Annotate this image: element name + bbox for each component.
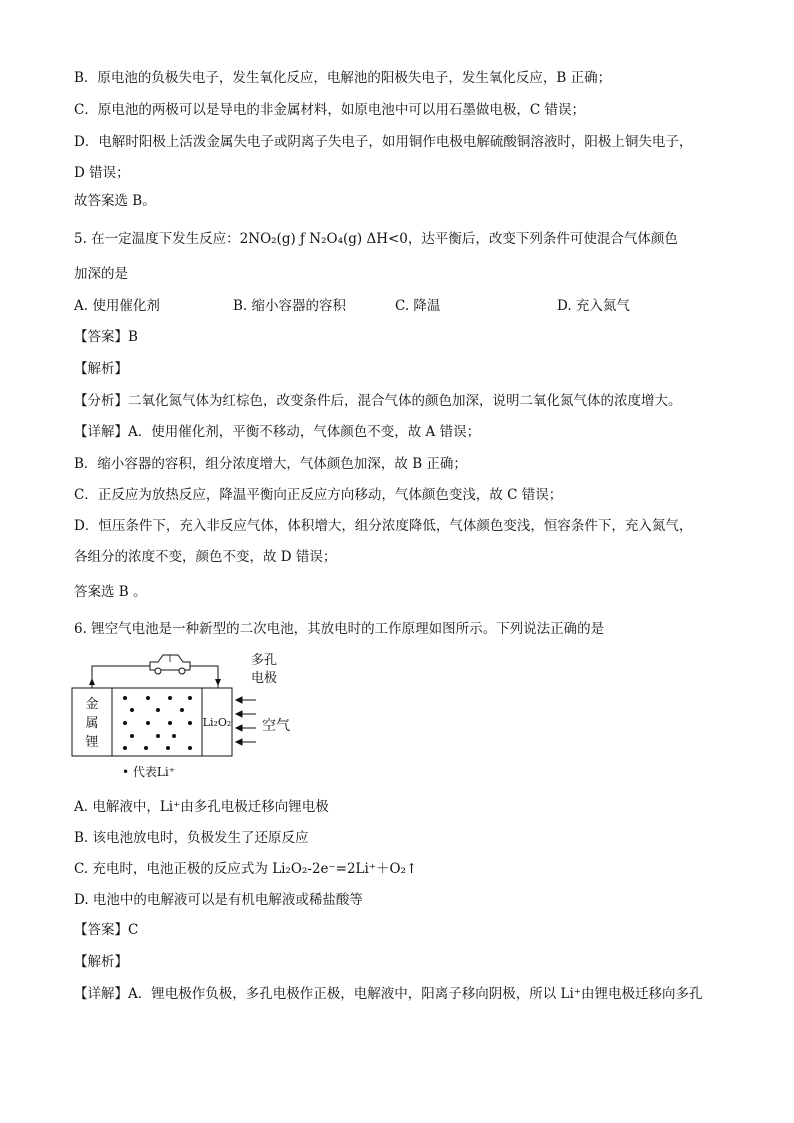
detail-text: A．使用催化剂，平衡不移动，气体颜色不变，故 A 错误； — [128, 424, 481, 440]
wire-left — [92, 666, 150, 688]
fenxi-tag: 【分析】 — [74, 393, 128, 409]
question-6-answer — [74, 921, 138, 939]
air-arrows-icon — [236, 697, 256, 745]
metal-label-1: 金 — [85, 697, 99, 712]
question-6-option-d: D. 电池中的电解液可以是有机电解液或稀盐酸等 — [74, 892, 363, 908]
wire-arrow-up-icon — [89, 678, 95, 685]
question-6-option-a: A. 电解液中，Li⁺由多孔电极迁移向锂电极 — [74, 799, 329, 815]
car-icon — [150, 655, 190, 674]
wire-right — [190, 666, 218, 688]
question-5-stem-a: 5. 在一定温度下发生反应： — [74, 231, 240, 247]
question-5-stem-b: ，达平衡后，改变下列条件可使混合气体颜色 — [407, 231, 678, 247]
question-5-detail-b: B．缩小容器的容积，组分浓度增大，气体颜色加深，故 B 正确； — [74, 456, 467, 472]
question-5-option-b: B. 缩小容器的容积 — [233, 298, 347, 314]
fenxi-text: 二氧化氮气体为红棕色，改变条件后，混合气体的颜色加深，说明二氧化氮气体的浓度增大。 — [128, 393, 682, 409]
detail-tag: 【详解】 — [74, 986, 128, 1002]
text-line: C．原电池的两极可以是导电的非金属材料，如原电池中可以用石墨做电极，C 错误； — [74, 102, 585, 118]
question-5-fenxi — [74, 392, 682, 410]
question-6-option-c: C. 充电时，电池正极的反应式为 Li₂O₂-2e⁻=2Li⁺＋O₂↑ — [74, 861, 418, 877]
battery-diagram — [70, 648, 310, 783]
metal-label-3: 锂 — [85, 735, 99, 750]
li2o2-label: Li₂O₂ — [202, 716, 232, 729]
text-line: 故答案选 B。 — [74, 193, 156, 209]
question-6-detail-a — [74, 985, 702, 1003]
question-5-option-c: C. 降温 — [395, 298, 441, 314]
question-5-answer — [74, 328, 138, 346]
detail-text: A．锂电极作负极，多孔电极作正极，电解液中，阳离子移向阴极，所以 Li⁺由锂电极迁移向多孔 — [128, 986, 703, 1002]
question-5-detail-a — [74, 423, 480, 441]
question-6-option-b: B. 该电池放电时，负极发生了还原反应 — [74, 830, 309, 846]
detail-tag: 【详解】 — [74, 424, 128, 440]
text-line: B．原电池的负极失电子，发生氧化反应，电解池的阳极失电子，发生氧化反应，B 正确； — [74, 70, 612, 86]
question-5-option-d: D. 充入氮气 — [557, 298, 630, 314]
metal-label-2: 属 — [85, 716, 99, 731]
question-5-conclusion: 答案选 B 。 — [74, 584, 147, 600]
legend-label: • 代表Li⁺ — [122, 765, 176, 779]
text-line: D 错误； — [74, 165, 130, 181]
answer-tag: 【答案】 — [74, 922, 128, 938]
question-6-stem: 6. 锂空气电池是一种新型的二次电池，其放电时的工作原理如图所示。下列说法正确的是 — [74, 621, 605, 637]
reaction-equation: 2NO₂(g) ƒ N₂O₄(g) ΔH<0 — [239, 231, 408, 247]
question-5-option-a: A. 使用催化剂 — [74, 298, 160, 314]
porous-label-1: 多孔 — [251, 653, 278, 668]
answer-value: B — [128, 329, 138, 345]
question-5-detail-d2: 各组分的浓度不变，颜色不变，故 D 错误； — [74, 549, 337, 565]
answer-tag: 【答案】 — [74, 329, 128, 345]
question-5-stem — [74, 230, 678, 248]
question-5-stem-cont: 加深的是 — [74, 266, 128, 282]
porous-label-2: 电极 — [251, 671, 278, 686]
wire-arrow-down-icon — [215, 679, 221, 686]
question-5-analysis-tag: 【解析】 — [74, 361, 128, 377]
answer-value: C — [128, 922, 139, 938]
question-6-analysis-tag: 【解析】 — [74, 954, 128, 970]
text-line: D．电解时阳极上活泼金属失电子或阴离子失电子，如用铜作电极电解硫酸铜溶液时，阳极上铜失电子， — [74, 134, 693, 150]
air-label: 空气 — [262, 718, 290, 734]
question-5-detail-c: C．正反应为放热反应，降温平衡向正反应方向移动，气体颜色变浅，故 C 错误； — [74, 487, 563, 503]
question-5-detail-d1: D．恒压条件下，充入非反应气体，体积增大，组分浓度降低，气体颜色变浅，恒容条件下，充入氮气， — [74, 518, 693, 534]
